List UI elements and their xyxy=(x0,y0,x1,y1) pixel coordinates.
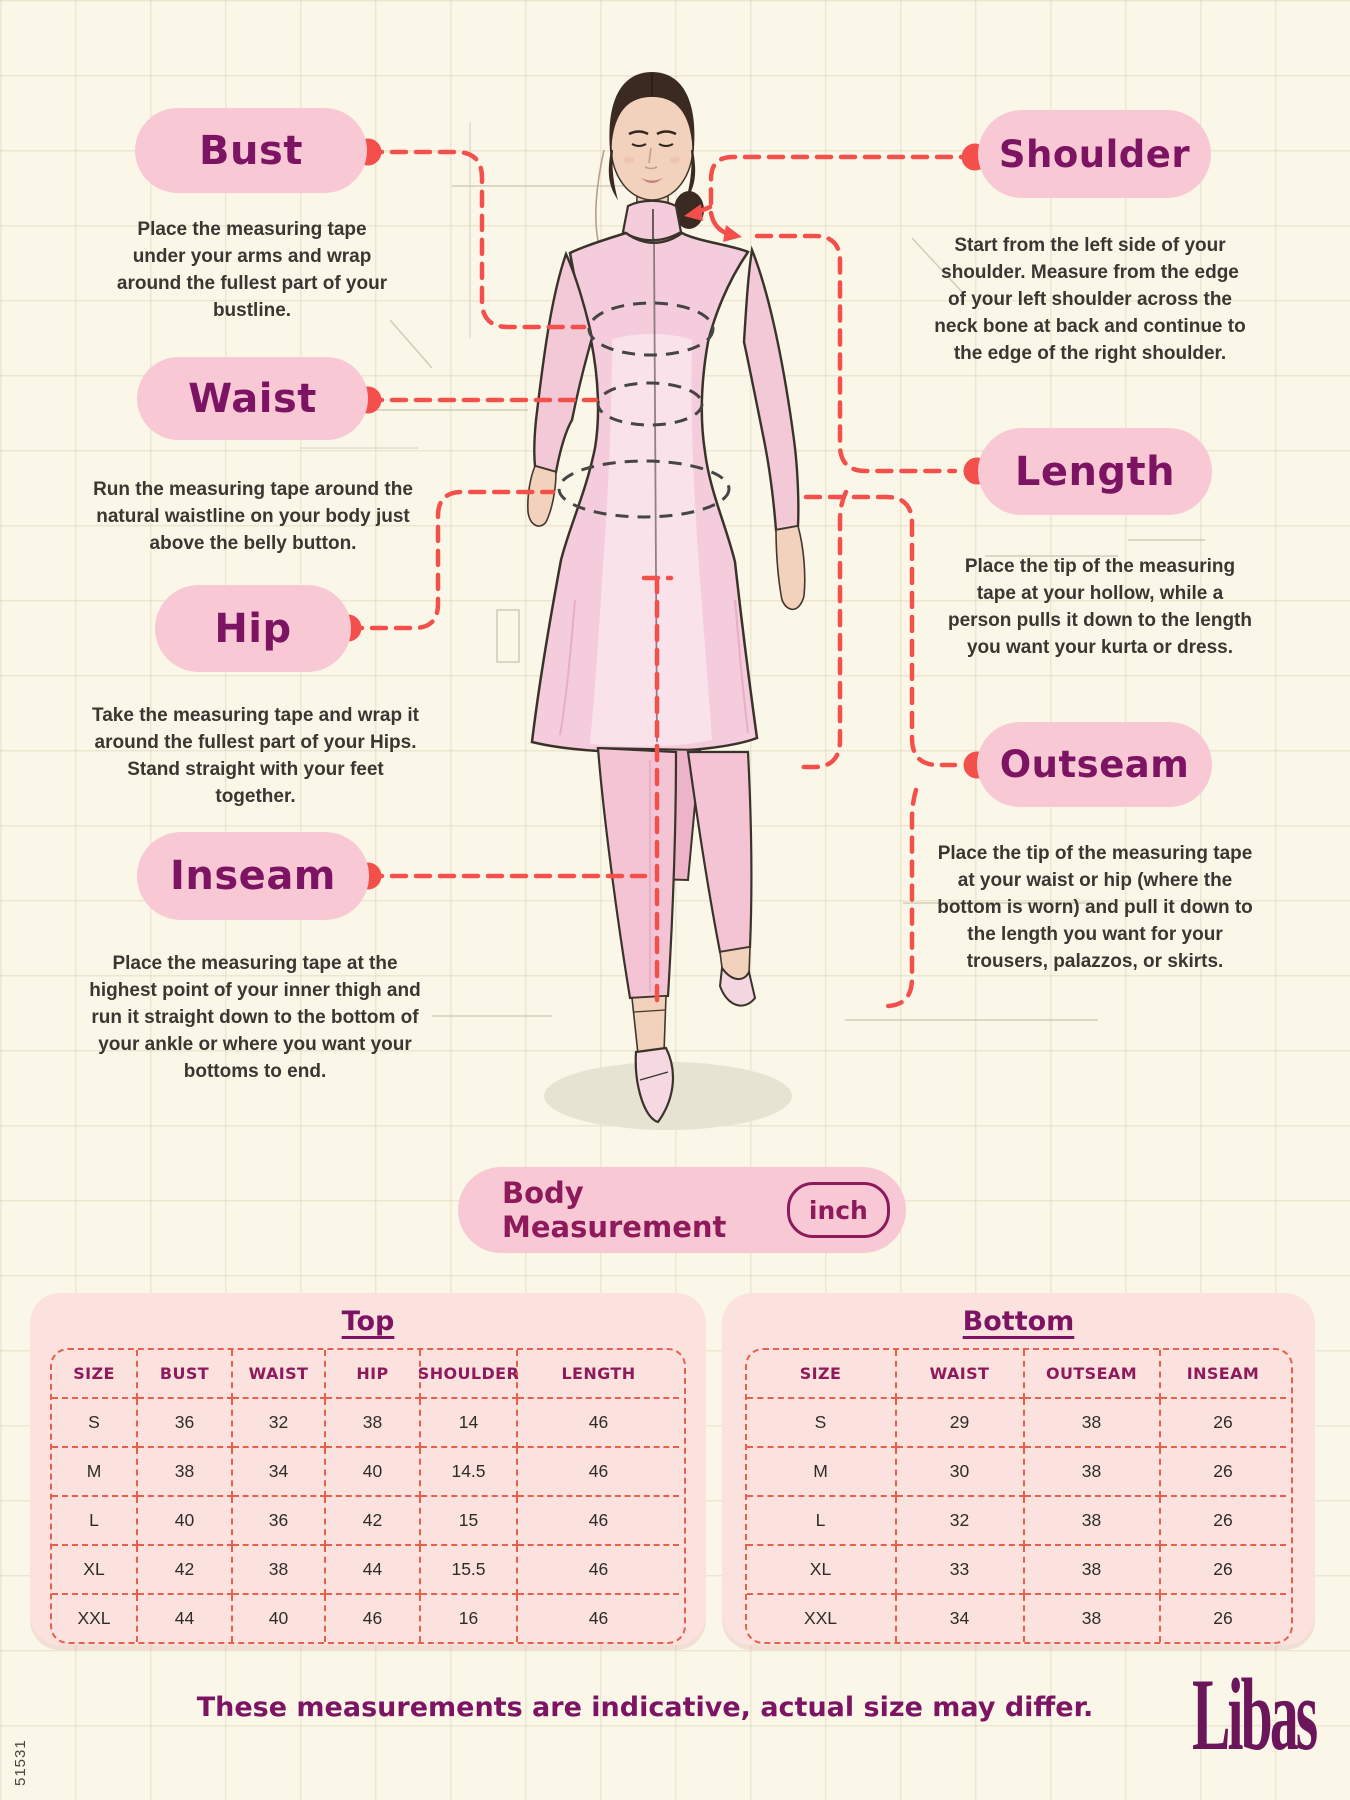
value-cell: 26 xyxy=(1161,1546,1286,1595)
column-header-cell: WAIST xyxy=(233,1350,326,1399)
value-cell: 38 xyxy=(1025,1448,1161,1497)
value-cell: 15.5 xyxy=(421,1546,518,1595)
size-cell: L xyxy=(747,1497,897,1546)
top-table-title: Top xyxy=(341,1306,395,1337)
value-cell: 26 xyxy=(1161,1448,1286,1497)
value-cell: 46 xyxy=(518,1448,679,1497)
size-cell: XL xyxy=(747,1546,897,1595)
value-cell: 38 xyxy=(138,1448,233,1497)
hip-label-pill xyxy=(155,585,351,672)
value-cell: 46 xyxy=(518,1399,679,1448)
value-cell: 29 xyxy=(897,1399,1025,1448)
size-cell: XL xyxy=(52,1546,138,1595)
hip-label: Hip xyxy=(214,605,292,652)
value-cell: 34 xyxy=(233,1448,326,1497)
outseam-description: Place the tip of the measuring tape at your waist or hip (where the bottom is worn) and pull it down to the length you want for your trousers, palazzos, or skirts. xyxy=(937,843,1253,972)
value-cell: 16 xyxy=(421,1595,518,1642)
size-cell: S xyxy=(747,1399,897,1448)
value-cell: 46 xyxy=(588,1608,609,1628)
brand-logo: Libas xyxy=(1192,1659,1316,1772)
value-cell: 40 xyxy=(326,1448,421,1497)
hip-description: Take the measuring tape and wrap it around the fullest part of your Hips. Stand straight with your feet together. xyxy=(92,705,419,807)
column-header-cell: HIP xyxy=(326,1350,421,1399)
size-cell: XXL xyxy=(52,1595,138,1642)
value-cell: 32 xyxy=(233,1399,326,1448)
bust-label: Bust xyxy=(199,127,303,174)
value-cell: 40 xyxy=(233,1595,326,1642)
column-header-cell: OUTSEAM xyxy=(1025,1350,1161,1399)
bust-label-pill xyxy=(135,108,367,193)
shoulder-description: Start from the left side of your shoulder. Measure from the edge of your left shoulder across the neck bone at back and continue to the edge of the right shoulder. xyxy=(934,235,1246,364)
value-cell: 26 xyxy=(1161,1497,1286,1546)
top-size-table xyxy=(50,1348,686,1644)
value-cell: 38 xyxy=(1025,1595,1161,1642)
size-cell: XXL xyxy=(747,1595,897,1642)
value-cell: 36 xyxy=(138,1399,233,1448)
bust-description: Place the measuring tape under your arms and wrap around the fullest part of your bustline. xyxy=(116,219,388,321)
body-measurement-label: Body Measurement xyxy=(502,1176,727,1244)
length-description: Place the tip of the measuring tape at your hollow, while a person pulls it down to the length you want your kurta or dress. xyxy=(948,556,1252,658)
size-cell: M xyxy=(52,1448,138,1497)
column-header-cell: LENGTH xyxy=(518,1350,679,1399)
shoulder-label-pill xyxy=(978,110,1211,198)
column-header-cell: WAIST xyxy=(897,1350,1025,1399)
unit-chip[interactable]: inch xyxy=(787,1182,890,1238)
bottom-table-title: Bottom xyxy=(962,1306,1075,1337)
value-cell: 38 xyxy=(233,1546,326,1595)
value-cell: 40 xyxy=(138,1497,233,1546)
bottom-size-table xyxy=(745,1348,1293,1644)
value-cell: 38 xyxy=(1025,1546,1161,1595)
top-size-table-panel xyxy=(30,1293,706,1645)
inseam-label: Inseam xyxy=(170,853,336,899)
length-label-pill xyxy=(978,428,1212,515)
bust-connector xyxy=(368,152,584,327)
inseam-label-pill xyxy=(137,832,369,920)
value-cell: 46 xyxy=(518,1497,679,1546)
size-cell: M xyxy=(747,1448,897,1497)
value-cell: 38 xyxy=(326,1399,421,1448)
value-cell: 32 xyxy=(897,1497,1025,1546)
value-cell: 44 xyxy=(326,1546,421,1595)
value-cell: 44 xyxy=(138,1595,233,1642)
model-figure xyxy=(528,72,805,1122)
size-cell: L xyxy=(52,1497,138,1546)
value-cell: 14.5 xyxy=(421,1448,518,1497)
column-header-cell: INSEAM xyxy=(1161,1350,1286,1399)
value-cell: 46 xyxy=(518,1546,679,1595)
value-cell: 26 xyxy=(1161,1399,1286,1448)
value-cell: 26 xyxy=(1213,1608,1233,1628)
outseam-guide xyxy=(886,790,916,1006)
size-cell: S xyxy=(52,1399,138,1448)
value-cell: 15 xyxy=(421,1497,518,1546)
outseam-label: Outseam xyxy=(999,743,1190,786)
value-cell: 42 xyxy=(326,1497,421,1546)
waist-label-pill xyxy=(137,357,368,440)
length-label: Length xyxy=(1014,448,1176,495)
disclaimer-note: These measurements are indicative, actual size may differ. xyxy=(196,1692,1094,1723)
shoulder-connector xyxy=(711,157,975,204)
value-cell: 36 xyxy=(233,1497,326,1546)
side-reference-code: 51531 xyxy=(12,1739,29,1786)
outseam-connector xyxy=(806,497,955,765)
shoulder-label: Shoulder xyxy=(998,132,1191,176)
value-cell: 14 xyxy=(421,1399,518,1448)
outseam-label-pill xyxy=(977,722,1212,807)
column-header-cell: SHOULDER xyxy=(421,1350,518,1399)
bottom-size-table-panel xyxy=(722,1293,1315,1645)
value-cell: 38 xyxy=(1025,1497,1161,1546)
length-guide xyxy=(798,492,846,767)
column-header-cell: BUST xyxy=(138,1350,233,1399)
waist-description: Run the measuring tape around the natural waistline on your body just above the belly button. xyxy=(93,479,413,554)
column-header-cell: SIZE xyxy=(747,1350,897,1399)
value-cell: 30 xyxy=(897,1448,1025,1497)
value-cell: 46 xyxy=(326,1595,421,1642)
value-cell: 34 xyxy=(897,1595,1025,1642)
waist-label: Waist xyxy=(188,375,317,422)
value-cell: 42 xyxy=(138,1546,233,1595)
value-cell: 33 xyxy=(897,1546,1025,1595)
value-cell: 38 xyxy=(1025,1399,1161,1448)
body-measurement-banner xyxy=(458,1167,906,1253)
column-header-cell: SIZE xyxy=(52,1350,138,1399)
inseam-description: Place the measuring tape at the highest point of your inner thigh and run it straight down to the bottom of your ankle or where you want your bottoms to end. xyxy=(89,953,421,1082)
